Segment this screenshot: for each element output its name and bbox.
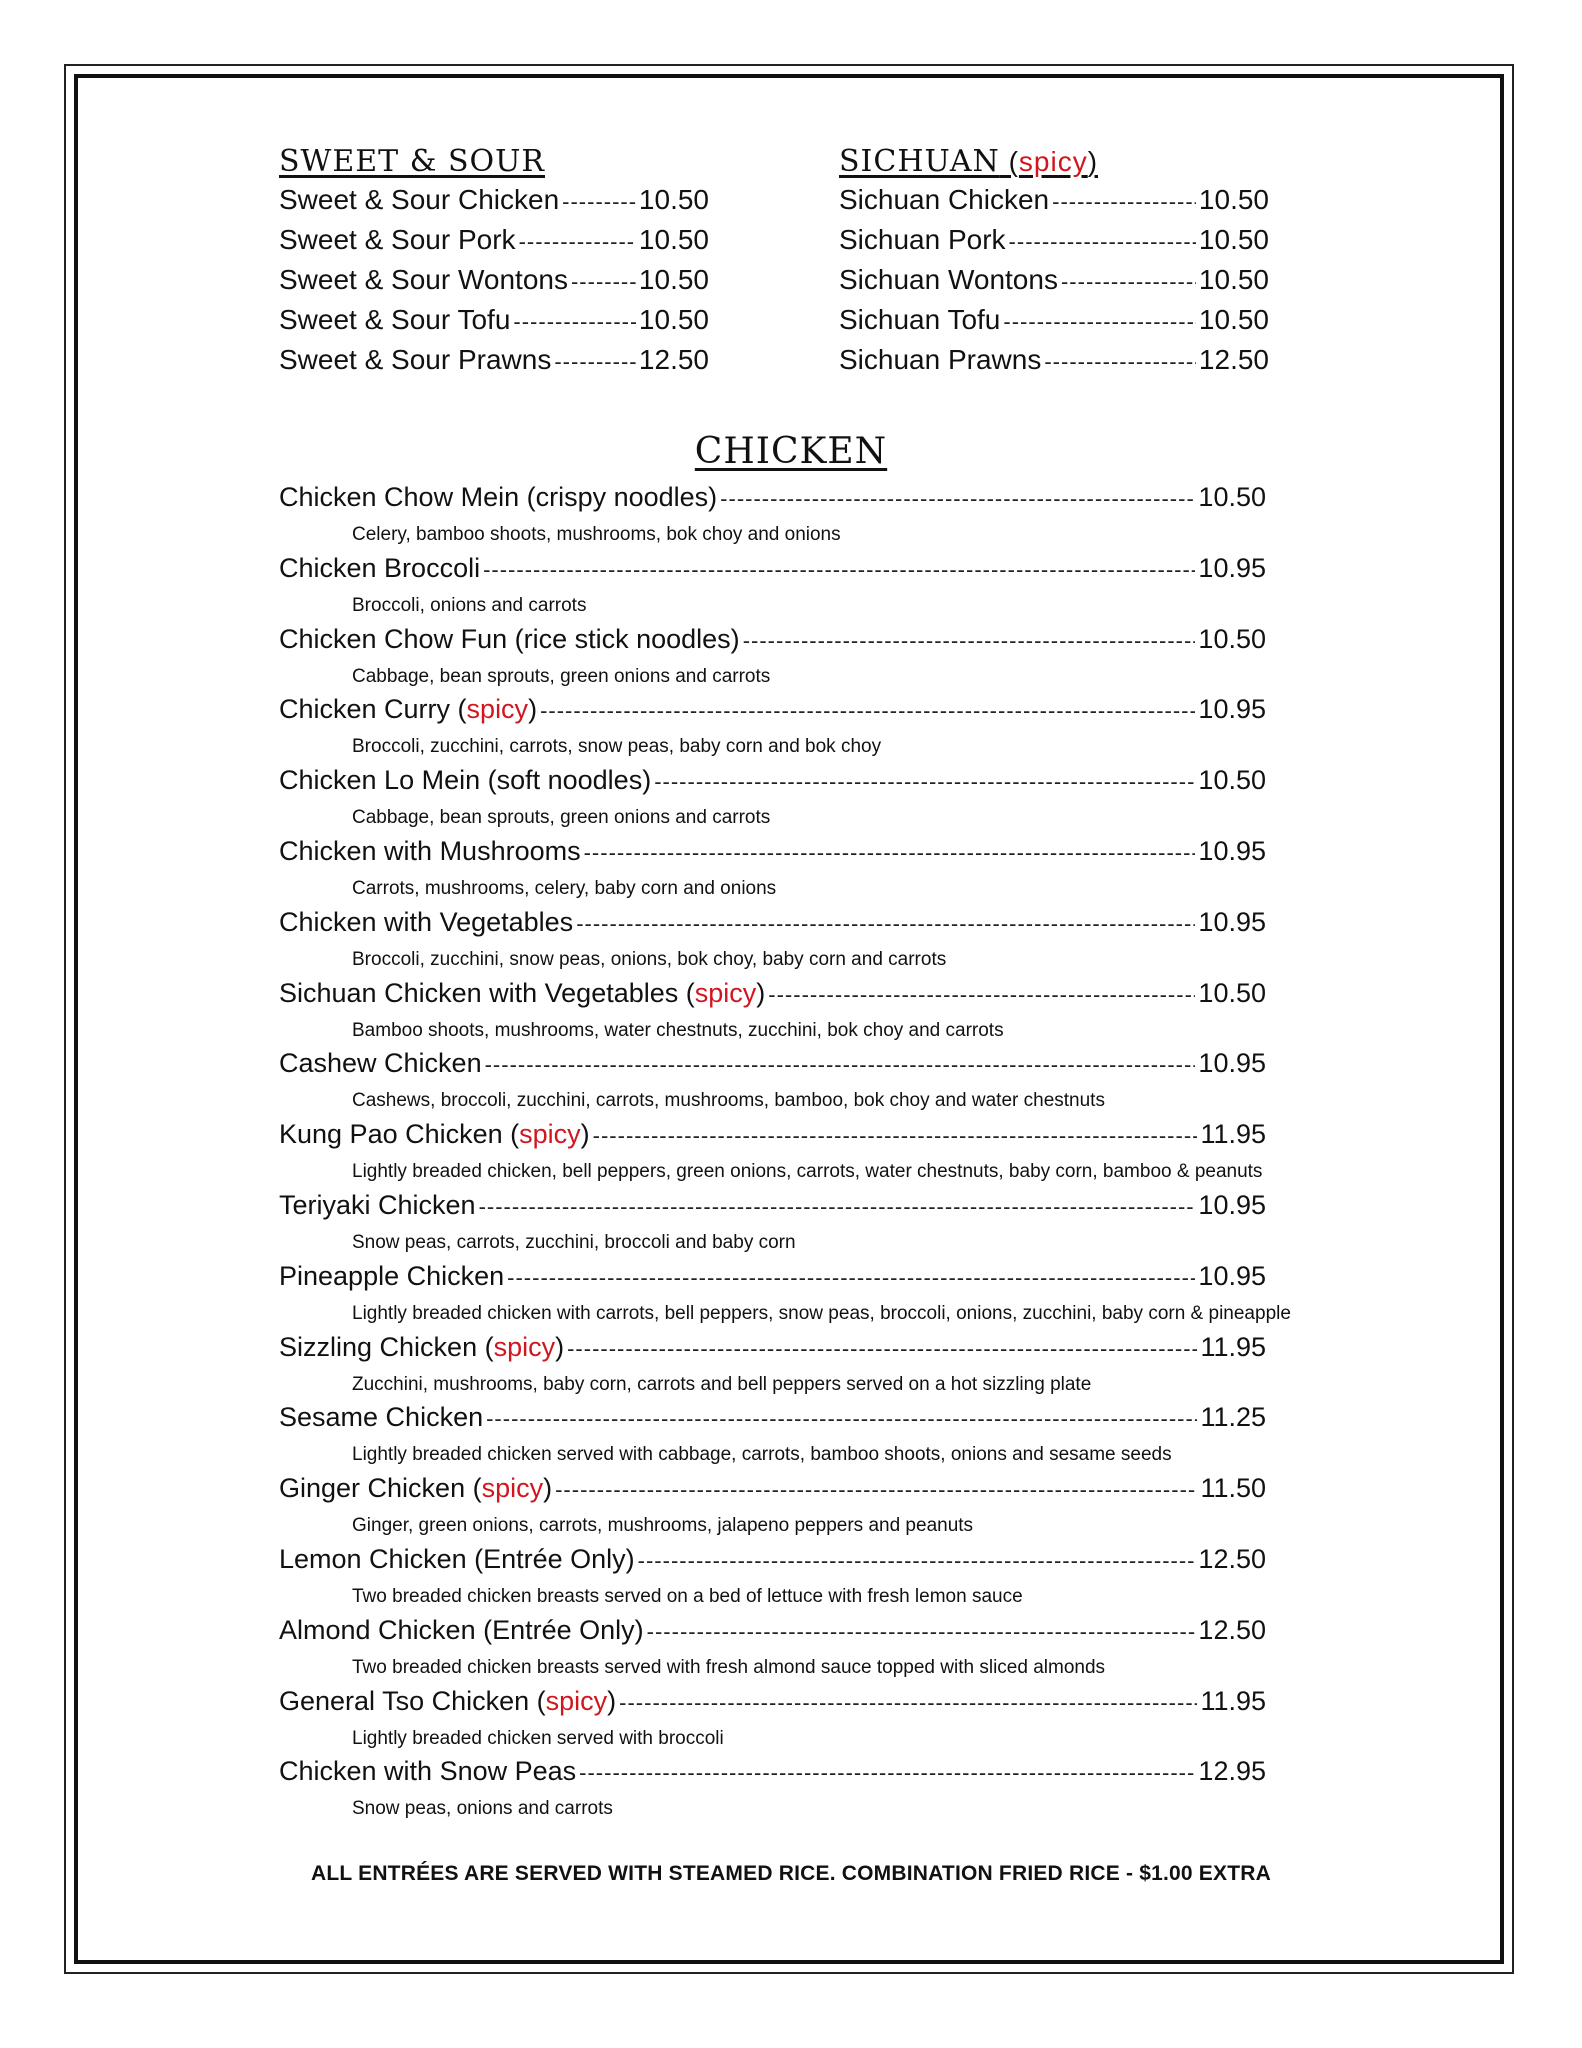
dot-leader [1003,309,1196,335]
item-description: Cabbage, bean sprouts, green onions and carrots [352,665,771,687]
item-name-text: Lemon Chicken (Entrée Only) [279,1543,635,1574]
dot-leader [654,769,1195,795]
item-description: Two breaded chicken breasts served with fresh almond sauce topped with sliced almonds [352,1656,1106,1678]
item-name [279,624,740,655]
item-description: Cashews, broccoli, zucchini, carrots, mushrooms, bamboo, bok choy and water chestnuts [352,1090,1105,1112]
item-name [279,694,537,725]
item-price: 10.95 [1198,1260,1266,1291]
item-price: 10.50 [638,224,709,255]
chicken-list [279,482,1291,1827]
item-price: 10.50 [1198,264,1269,295]
dot-leader [485,1052,1196,1078]
item-description: Carrots, mushrooms, celery, baby corn and onions [352,877,777,899]
menu-item [279,1544,1266,1615]
item-name: Sweet & Sour Wontons [279,264,568,295]
dot-leader [519,229,636,255]
dot-leader [562,189,636,215]
item-name-text: Teriyaki Chicken [279,1189,476,1220]
item-price: 10.50 [638,184,709,215]
menu-item-line [279,1190,1266,1228]
menu-item [839,264,1269,304]
item-name [279,1544,635,1575]
item-name-text: Chicken Curry ( [279,694,467,725]
item-name-text: Chicken Broccoli [279,552,481,583]
menu-item [279,1615,1266,1686]
item-price: 10.50 [1198,977,1266,1008]
item-name-text: Chicken with Mushrooms [279,835,581,866]
spicy-label: spicy [481,1473,544,1504]
menu-item-line [279,1261,1266,1299]
menu-item [279,184,709,224]
item-name-text: Sizzling Chicken ( [279,1331,494,1362]
item-name-text: Chicken Chow Fun (rice stick noodles) [279,623,740,654]
item-price: 10.95 [1198,1048,1266,1079]
menu-item-line [279,1686,1266,1724]
item-name-text: Pineapple Chicken [279,1260,505,1291]
dot-leader [554,349,636,375]
item-name-text: Chicken Chow Mein (crispy noodles) [279,482,718,512]
item-name-after: ) [543,1473,553,1504]
item-description: Cabbage, bean sprouts, green onions and carrots [352,807,771,829]
menu-item-line [279,1332,1266,1370]
item-name: Sweet & Sour Pork [279,224,516,255]
menu-item [279,907,1266,978]
menu-item [279,224,709,264]
menu-item [279,1332,1266,1403]
item-price: 10.50 [1198,765,1266,796]
menu-item-line [279,1756,1266,1794]
item-name [279,978,765,1009]
menu-item-line [279,907,1266,945]
item-description: Snow peas, onions and carrots [352,1798,613,1820]
dot-leader [486,1406,1197,1432]
dot-leader [540,698,1195,724]
menu-item [279,1473,1266,1544]
item-name-text: Chicken Lo Mein (soft noodles) [279,765,652,796]
item-price: 11.50 [1200,1473,1266,1504]
dot-leader [647,1619,1196,1645]
menu-item [839,304,1269,344]
menu-item-line [279,978,1266,1016]
item-name [279,1402,483,1433]
item-price: 11.95 [1200,1331,1266,1362]
chicken-heading: CHICKEN [694,431,888,472]
menu-item-line [279,836,1266,874]
item-description: Broccoli, zucchini, carrots, snow peas, baby corn and bok choy [352,736,882,758]
spicy-label: spicy [493,1331,556,1362]
item-name: Sichuan Wontons [839,264,1058,295]
menu-item [839,224,1269,264]
item-price: 12.50 [638,344,709,375]
item-name-text: Ginger Chicken ( [279,1473,482,1504]
sichuan-heading-title: SICHUAN [839,144,1000,179]
dot-leader [1061,269,1196,295]
item-name [279,1261,504,1292]
item-name-after: ) [555,1331,565,1362]
item-price: 10.50 [1198,304,1269,335]
dot-leader [567,1336,1197,1362]
menu-item-line [279,482,1266,520]
item-description: Ginger, green onions, carrots, mushrooms, jalapeno peppers and peanuts [352,1515,974,1537]
item-name [279,1332,564,1363]
item-name [279,1119,590,1150]
dot-leader [593,1123,1198,1149]
menu-item [839,184,1269,224]
dot-leader [638,1548,1196,1574]
sichuan-heading-paren-open: ( [999,146,1019,177]
item-description: Lightly breaded chicken, bell peppers, green onions, carrots, water chestnuts, baby corn, bamboo & peanuts [352,1161,1263,1183]
item-price: 10.50 [1198,184,1269,215]
item-price: 11.25 [1200,1402,1266,1433]
dot-leader [513,309,636,335]
menu-item [279,1756,1266,1827]
sichuan-heading-paren-close: ) [1087,146,1099,177]
item-price: 11.95 [1200,1685,1266,1716]
sichuan-section [839,140,1269,384]
dot-leader [576,911,1195,937]
item-price: 10.95 [1198,694,1266,725]
menu-item [279,624,1266,695]
item-price: 10.95 [1198,552,1266,583]
dot-leader [619,1690,1197,1716]
item-name [279,1615,644,1646]
item-name-text: General Tso Chicken ( [279,1685,546,1716]
item-name [279,836,581,867]
menu-item [279,1119,1266,1190]
menu-item-line [279,1402,1266,1440]
item-description: Celery, bamboo shoots, mushrooms, bok choy and onions [352,524,841,545]
item-name: Sweet & Sour Prawns [279,344,552,375]
spicy-label: spicy [466,694,529,725]
item-name-after: ) [528,694,538,725]
item-name [279,482,717,513]
menu-item [279,765,1266,836]
item-description: Broccoli, onions and carrots [352,594,587,616]
dot-leader [507,1265,1195,1291]
sweet-sour-section [279,140,709,384]
dot-leader [483,557,1195,583]
item-description: Bamboo shoots, mushrooms, water chestnuts, zucchini, bok choy and carrots [352,1019,1004,1041]
dot-leader [555,1477,1197,1503]
item-price: 12.50 [1198,1614,1266,1645]
item-name-text: Cashew Chicken [279,1048,482,1079]
item-name: Sweet & Sour Tofu [279,304,511,335]
menu-item-line [279,1544,1266,1582]
item-name-text: Almond Chicken (Entrée Only) [279,1614,644,1645]
sichuan-heading [839,140,1269,184]
menu-item [279,1260,1291,1332]
menu-item [279,1190,1266,1261]
menu-item [279,1048,1266,1119]
item-name: Sweet & Sour Chicken [279,184,560,215]
spicy-label: spicy [545,1685,608,1716]
spicy-label: spicy [519,1119,581,1150]
menu-item [279,553,1266,624]
item-name [279,1473,552,1504]
item-description: Lightly breaded chicken served with cabbage, carrots, bamboo shoots, onions and sesame seeds [352,1444,1172,1466]
item-name: Sichuan Pork [839,224,1006,255]
item-description: Broccoli, zucchini, snow peas, onions, bok choy, baby corn and carrots [352,948,947,970]
item-name-text: Chicken with Snow Peas [279,1756,577,1787]
footer-note: ALL ENTRÉES ARE SERVED WITH STEAMED RICE. COMBINATION FRIED RICE - $1.00 EXTRA [311,1862,1271,1885]
dot-leader [479,1194,1196,1220]
item-description: Snow peas, carrots, zucchini, broccoli and baby corn [352,1231,796,1253]
menu-item [279,1402,1266,1473]
item-price: 10.50 [1198,482,1266,512]
item-name-after: ) [756,977,766,1008]
menu-item [279,836,1266,907]
sichuan-list [839,184,1269,384]
dot-leader [571,269,636,295]
item-name [279,1756,576,1787]
menu-item-line [279,765,1266,803]
sweet-sour-heading: SWEET & SOUR [279,144,545,179]
item-name-text: Sichuan Chicken with Vegetables ( [279,977,695,1008]
item-price: 12.50 [1198,344,1269,375]
item-price: 10.95 [1198,835,1266,866]
menu-item-line [279,1473,1266,1511]
item-name [279,765,651,796]
spicy-label: spicy [694,977,757,1008]
item-description: Lightly breaded chicken served with broccoli [352,1727,724,1749]
item-name-text: Sesame Chicken [279,1402,484,1433]
item-description: Zucchini, mushrooms, baby corn, carrots and bell peppers served on a hot sizzling plate [352,1373,1092,1395]
dot-leader [1044,349,1196,375]
dot-leader [768,982,1195,1008]
menu-item [279,482,1266,553]
menu-item [279,264,709,304]
menu-item [839,344,1269,384]
item-price: 10.50 [1198,224,1269,255]
item-price: 10.95 [1198,1189,1266,1220]
dot-leader [584,840,1196,866]
sichuan-spicy-label: spicy [1018,146,1088,177]
item-name: Sichuan Prawns [839,344,1042,375]
menu-item [279,1686,1266,1757]
sweet-sour-list [279,184,709,384]
menu-item-line [279,1615,1266,1653]
item-price: 12.95 [1198,1756,1266,1787]
dot-leader [579,1760,1195,1786]
item-price: 11.95 [1200,1119,1266,1150]
item-price: 10.95 [1198,906,1266,937]
menu-item-line [279,1119,1266,1157]
item-name [279,1048,482,1079]
menu-item-line [279,624,1266,662]
item-price: 12.50 [1198,1543,1266,1574]
menu-item-line [279,1048,1266,1086]
menu-item [279,304,709,344]
dot-leader [1009,229,1196,255]
dot-leader [1052,189,1196,215]
item-name [279,1686,616,1717]
item-name-text: Kung Pao Chicken ( [279,1119,520,1150]
menu-item-line [279,553,1266,591]
item-description: Two breaded chicken breasts served on a bed of lettuce with fresh lemon sauce [352,1585,1023,1607]
menu-item [279,978,1266,1049]
item-name: Sichuan Chicken [839,184,1050,215]
item-name [279,1190,476,1221]
item-name [279,553,480,584]
dot-leader [743,628,1196,654]
menu-item [279,344,709,384]
item-name: Sichuan Tofu [839,304,1001,335]
item-name-after: ) [607,1685,617,1716]
item-price: 10.50 [638,304,709,335]
item-name [279,907,573,938]
item-name-text: Chicken with Vegetables [279,906,574,937]
menu-item [279,694,1266,765]
item-price: 10.50 [1198,623,1266,654]
item-name-after: ) [580,1119,590,1150]
item-price: 10.50 [638,264,709,295]
dot-leader [720,486,1195,512]
menu-item-line [279,694,1266,732]
item-description: Lightly breaded chicken with carrots, bell peppers, snow peas, broccoli, onions, zucchini, baby corn & pineapple [352,1302,1291,1324]
